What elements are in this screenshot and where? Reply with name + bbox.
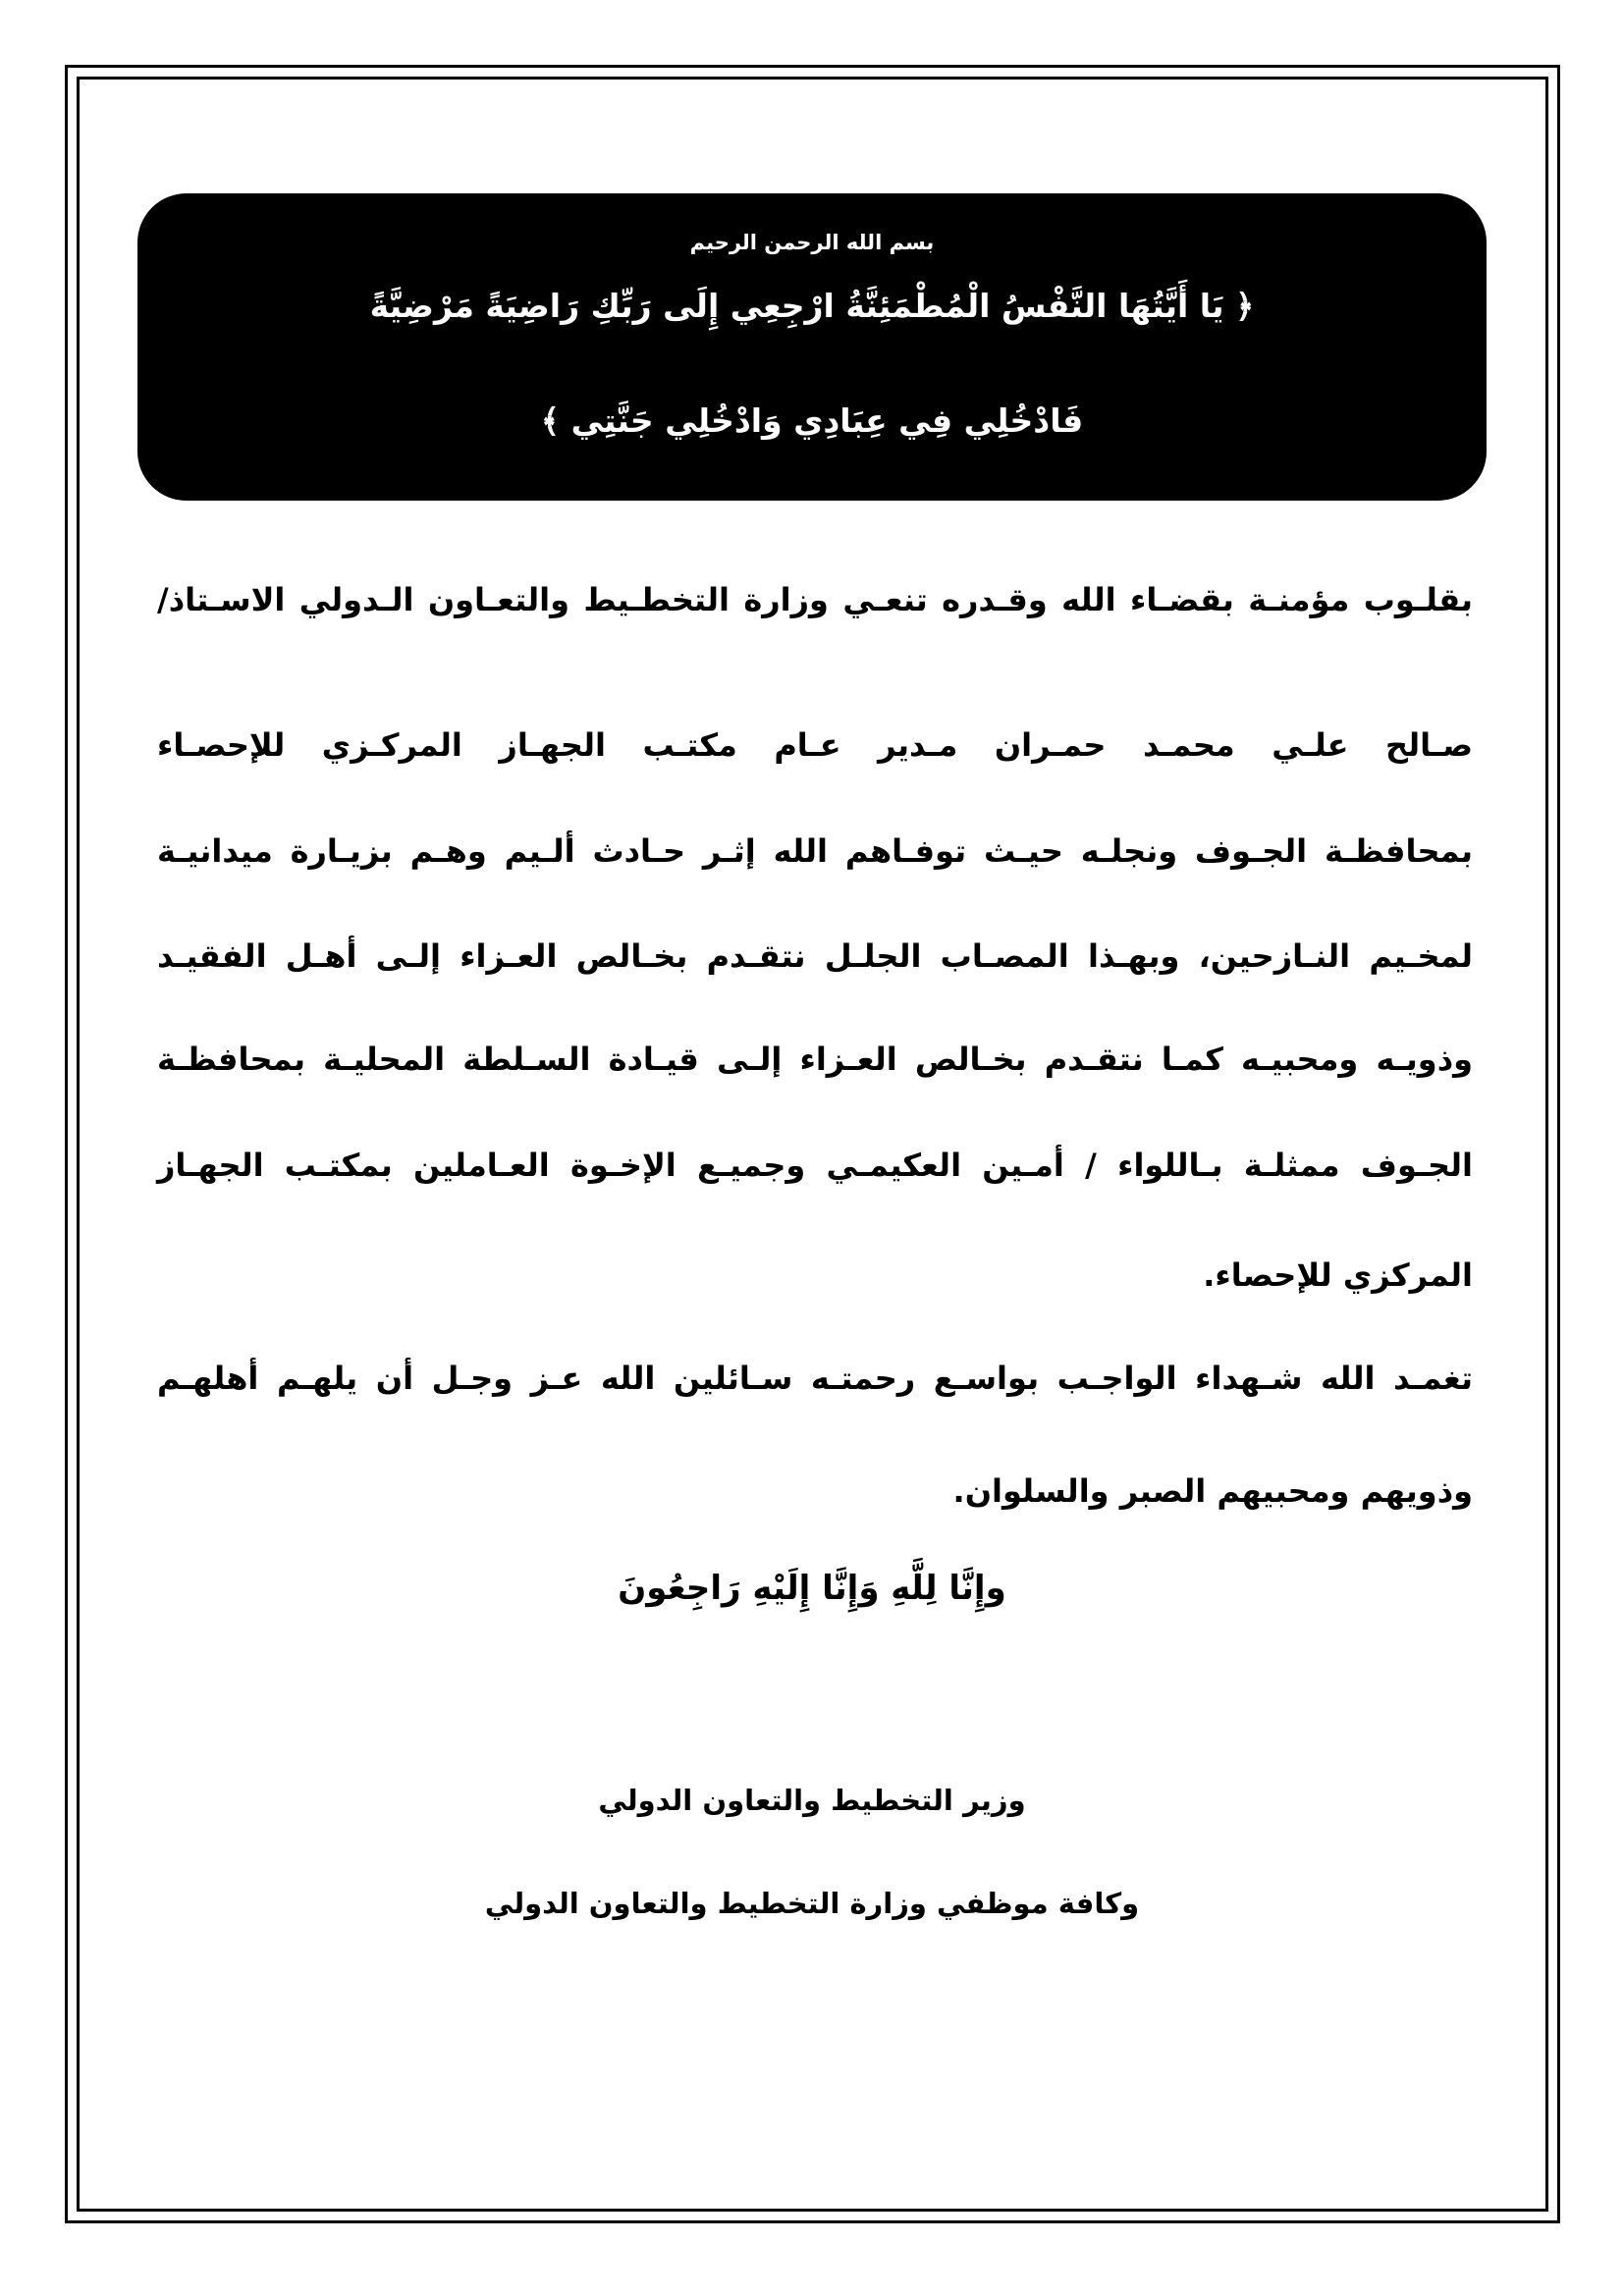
- verse-line-1: ﴿ يَا أَيَّتُهَا النَّفْسُ الْمُطْمَئِنَّةُ ارْجِعِي إِلَى رَبِّكِ رَاضِيَةً مَرْضِيَّةً: [369, 287, 1255, 325]
- prayer-line-1: تغمـد الله شـهداء الواجـب بواسـع رحمتـه سـائلين الله عـز وجـل أن يلهـم أهلهـم: [157, 1360, 1473, 1397]
- body-line-3: بمحافظـة الجـوف ونجلـه حيـث توفـاهم الله إثـر حـادث ألـيم وهـم بزيـارة ميدانيـة: [157, 832, 1473, 870]
- signature-staff: وكافة موظفي وزارة التخطيط والتعاون الدولي: [484, 1887, 1140, 1920]
- verse-line-2: فَادْخُلِي فِي عِبَادِي وَادْخُلِي جَنَّتِي ﴾: [540, 401, 1084, 440]
- prayer-line-2: وذويهم ومحبيهم الصبر والسلوان.: [952, 1472, 1473, 1510]
- body-line-7: المركزي للإحصاء.: [1203, 1256, 1473, 1294]
- closing-verse: وإِنَّا لِلَّهِ وَإِنَّا إِلَيْهِ رَاجِعُونَ: [618, 1569, 1006, 1608]
- body-line-2: صـالح علـي محمـد حمـران مـدير عـام مكتـب الجهـاز المركـزي للإحصـاء: [157, 726, 1473, 764]
- body-line-1: بقلـوب مؤمنـة بقضـاء الله وقـدره تنعـي وزارة التخطـيط والتعـاون الـدولي الاسـتاذ/: [157, 581, 1473, 618]
- body-line-6: الجـوف ممثلـة بـاللواء / أمـين العكيمـي وجميـع الإخـوة العـاملين بمكتـب الجهـاز: [157, 1147, 1473, 1184]
- quran-verse-banner: [137, 193, 1487, 501]
- signature-minister: وزير التخطيط والتعاون الدولي: [598, 1784, 1026, 1817]
- basmala: بسم الله الرحمن الرحيم: [689, 231, 935, 254]
- body-line-5: وذويـه ومحبيـه كمـا نتقـدم بخـالص العـزاء إلـى قيـادة السـلطة المحليـة بمحافظـة: [157, 1041, 1473, 1078]
- body-line-4: لمخـيم النـازحين، وبهـذا المصـاب الجلـل نتقـدم بخـالص العـزاء إلـى أهـل الفقيـد: [157, 937, 1473, 975]
